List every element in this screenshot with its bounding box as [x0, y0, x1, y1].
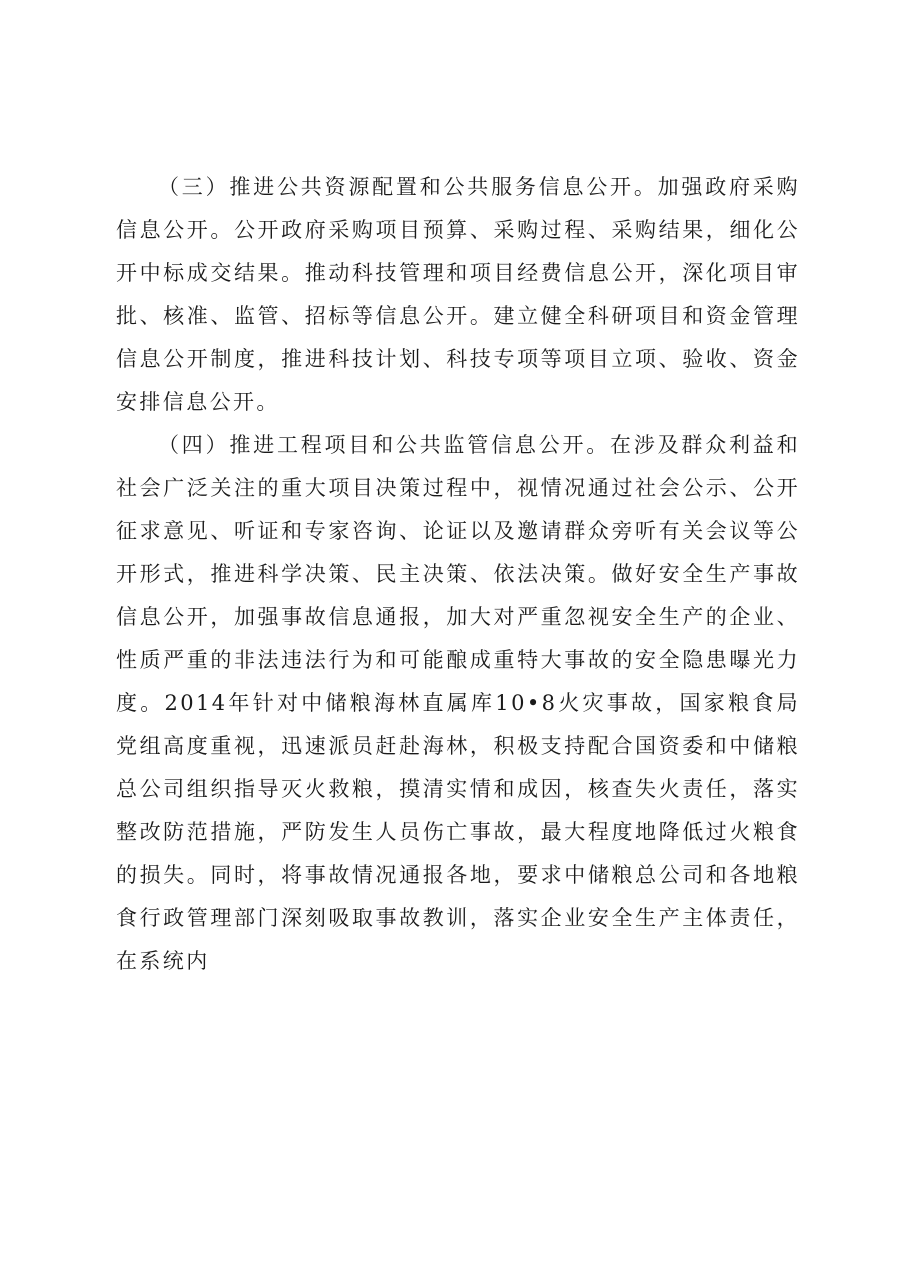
- document-body: [116, 166, 800, 983]
- paragraph-section-three: （三）推进公共资源配置和公共服务信息公开。加强政府采购信息公开。公开政府采购项目预算、采购过程、采购结果，细化公开中标成交结果。推动科技管理和项目经费信息公开，深化项目审批、核准、监管、招标等信息公开。建立健全科研项目和资金管理信息公开制度，推进科技计划、科技专项等项目立项、验收、资金安排信息公开。: [116, 175, 800, 414]
- paragraph-section-four: （四）推进工程项目和公共监管信息公开。在涉及群众利益和社会广泛关注的重大项目决策过程中，视情况通过社会公示、公开征求意见、听证和专家咨询、论证以及邀请群众旁听有关会议等公开形式，推进科学决策、民主决策、依法决策。做好安全生产事故信息公开，加强事故信息通报，加大对严重忽视安全生产的企业、性质严重的非法违法行为和可能酿成重特大事故的安全隐患曝光力度。2014年针对中储粮海林直属库10•8火灾事故，国家粮食局党组高度重视，迅速派员赶赴海林，积极支持配合国资委和中储粮总公司组织指导灭火救粮，摸清实情和成因，核查失火责任，落实整改防范措施，严防发生人员伤亡事故，最大程度地降低过火粮食的损失。同时，将事故情况通报各地，要求中储粮总公司和各地粮食行政管理部门深刻吸取事故教训，落实企业安全生产主体责任，在系统内: [116, 433, 800, 973]
